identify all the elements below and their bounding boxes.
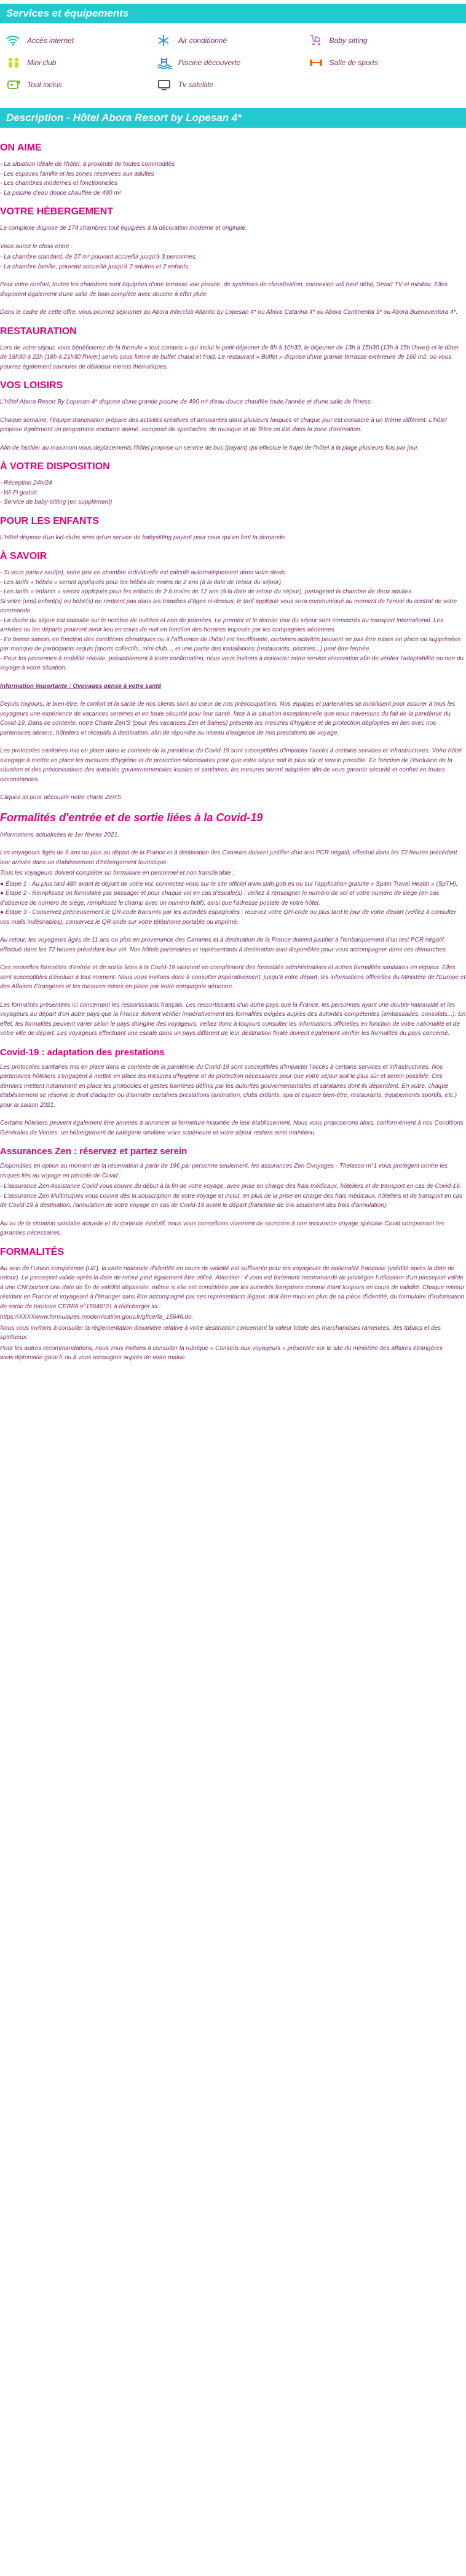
formalites-covid-text-4: Ces nouvelles formalités d'entrée et de sortie liées à la Covid-19 viennent en complément des formalités administratives et autres formalités sanitaires en vigueur. Elles sont susceptibles d'évoluer à tout moment. Nous vous invitons donc à consulter impérativement, jusqu'à votre départ, les informations officielles du Ministère de l'Europe et des Affaires Étrangères et les mesures mises en place par votre compagnie aérienne. [0, 964, 466, 990]
list-item: - Les espaces famille et les zones réservées aux adultes [0, 170, 154, 178]
service-item [309, 34, 460, 47]
service-label: Mini club [27, 58, 57, 67]
enfants-text: L'hôtel dispose d'un kid-clubs ainsi qu'un service de babysitting payant pour ceux qui en font la demande. [0, 534, 287, 541]
wifi-icon [6, 34, 23, 47]
charte-zen-link[interactable]: Cliquez ici pour découvrir notre charte Zen'S [0, 794, 122, 801]
pool-icon [157, 56, 175, 69]
formalites-url[interactable]: https://XXXXwww.formulaires.modernisation.gouv.fr/gf/cerfa_15646.do. [0, 1314, 194, 1321]
service-label: Piscine découverte [178, 58, 241, 67]
formalites-covid-steps [0, 880, 466, 927]
service-item [6, 34, 157, 47]
services-row [6, 29, 460, 52]
hebergement-title: VOTRE HÉBERGEMENT [0, 206, 114, 217]
enfants-title: POUR LES ENFANTS [0, 515, 99, 526]
hebergement-alternatives: Dans le cadre de cette offre, vous pourrez séjourner au Abora Interclub Atlantic by Lopesan 4* ou Abora Catarina 4* ou Abora Continental 3* ou Abora Buenaventura 4*. [0, 309, 458, 316]
list-item: - Pour les personnes à mobilité réduite, préalablement à toute confirmation, nous vous invitons à contacter notre service réservation afin de vérifier l'adaptabilité ou non du voyage à votre situation. [0, 655, 464, 671]
hebergement-comfort: Pour votre confort, toutes les chambres sont équipées d'une terrasse vue piscine, de systèmes de climatisation, connexion wifi haut débit, Smart TV et minibar. Elles disposent également d'une salle de bain complète avec douche à effet pluie. [0, 281, 448, 298]
bottom-spacer [0, 1372, 466, 1381]
list-item: Si votre (vos) enfant(s) ou bébé(s) ne rentrent pas dans les tranches d'âges ci-dessus, le tarif appliqué vous sera communiqué au moment de l'envoi du contrat de votre commande. [0, 598, 457, 614]
savoir-list [0, 568, 466, 673]
disposition-list [0, 478, 466, 507]
service-label: Air conditionné [178, 36, 227, 45]
list-item: - La chambre standard, de 27 m² pouvant accueillir jusqu'à 3 personnes, [0, 254, 197, 260]
service-label: Tout inclus [27, 80, 62, 89]
list-item: ● Étape 2 - Remplissez un formulaire par passager et pour chaque vol en cas d'escale(s) : veillez à renseigner le numéro de vol et votre numéro de siège (en cas d'absence de numéro de siège, remplissez le champ avec un numéro fictif), ainsi que l'adresse postale de votre hôtel. [0, 890, 440, 907]
list-item: - La durée du séjour est calculée sur le nombre de nuitées et non de journées. Le premier et le dernier jour du séjour sont consacrés au transport international. Les arrivées ou les départs pourront avoir lieu en cours de nuit en fonction des horaires imposés par les compagnies aériennes. [0, 617, 443, 633]
hebergement-choices [0, 252, 466, 271]
service-label: Salle de sports [329, 58, 378, 67]
list-item: - Si vous partez seul(e), votre prix en chambre individuelle est calculé automatiquement dans votre devis. [0, 569, 286, 576]
loisirs-text-3: Afin de faciliter au maximum vous déplacements l'hôtel propose un service de bus (payant) qui effectue le trajet de l'hôtel à la plage plusieurs fois par jour. [0, 444, 419, 451]
adaptation-text-2: Certains hôteliers peuvent également être amenés à annoncer la fermeture inopinée de leur établissement. Nous vous proposerons alors, conformément à nos Conditions Générales de Ventes, un hébergement de catégorie similaire voire supérieure et votre séjour restera ainsi maintenu. [0, 1120, 464, 1136]
list-item: - Service de baby-sitting (en supplément) [0, 499, 113, 505]
adaptation-text-1: Les protocoles sanitaires mis en place dans le contexte de la pandémie du Covid-19 sont susceptibles d'impacter l'accès à certains services et infrastructures. Nos partenaires hôteliers s'engagent à mettre en place les mesures d'hygiène et de protection nécessaires pour que votre séjour soit le plus sûr et serein possible. Ces derniers mettent notamment en place les protocoles et gestes barrières définis par les autorités gouvernementales et sanitaires dont ils dépendent. En outre, chaque établissement se réserve le droit d'adapter ou d'annuler certaines prestations (animation, clubs enfants, spa et espace bien-être, restaurants, équipements sportifs, etc.) pour la saison 2021. [0, 1063, 457, 1109]
list-item: - En basse saison, en fonction des conditions climatiques ou à l'affluence de l'hôtel est insuffisante, certaines activités peuvent ne pas être mises en place ou supprimées par manque de participants requis (sports collectifs, mini-club..., et une partie des installations (restaurants, piscines...) peut être fermée. [0, 636, 461, 652]
formalites-covid-date: Informations actualisées le 1er février 2021. [0, 831, 119, 838]
page [0, 4, 466, 1381]
list-item: - La piscine d'eau douce chauffée de 490 m² [0, 189, 122, 197]
services-row [6, 52, 460, 74]
list-item: - L'assurance Zen Multirisques vous couvre dès la souscription de votre voyage et inclut, en plus de la prise en charge des frais médicaux, hôteliers et de transport en cas de Covid-19 à destination, l'annulation de votre voyage en cas de Covid-19 avant le départ (franchise de 5% seulement des frais d'annulation). [0, 1192, 463, 1209]
list-item: - Les chambres modernes et fonctionnelles [0, 180, 118, 187]
restauration-title: RESTAURATION [0, 326, 77, 337]
restauration-text: Lors de votre séjour, vous bénéficierez de la formule « tout compris » qui inclut le petit-déjeuner de 8h à 10h30, le déjeuner de 13h à 15h30 (13h à 15h l'hiver) et le dîner de 18h30 à 22h (18h à 21h30 l'hiver) servis sous forme de buffet chaud et froid. Le restaurant « Buffet » dispose d'une grande terrasse extérieure de 160 m2, où vous pourrez également savourer de délicieux menus thématiques. [0, 344, 459, 370]
services-header: Services et équipements [0, 4, 466, 23]
loisirs-text-2: Chaque semaine, l'équipe d'animation prépare des activités créatives et amusantes dans plusieurs langues et chaque jour est consacré à un thème différent. L'hôtel propose également un programme nocturne animé, composé de spectacles, de musique et de fêtes en été dans la zone d'animation. [0, 416, 447, 433]
on-aime-list [0, 160, 466, 198]
list-item: ● Étape 3 - Conservez précieusement le QR-code transmis par les autorités espagnoles : recevez votre QR-code ou plus tard le jour de votre départ (veillez à consulter vos mails indésirables), conservez le QR-code sur votre téléphone portable ou imprimé. [0, 909, 456, 926]
list-item: - Les tarifs « bébés » seront appliqués pour les bébés de moins de 2 ans (à la date de retour du séjour). [0, 579, 283, 586]
tv-icon [157, 78, 175, 92]
service-item [6, 56, 157, 69]
assurances-text-2: Au vu de la situation sanitaire actuelle et du contexte évolutif, nous vous conseillons vivement de souscrire à une assurance voyage spéciale Covid comprenant les garanties nécessaires. [0, 1220, 444, 1236]
loisirs-text-1: L'hôtel Abora Resort By Lopesan 4* dispose d'une grande piscine de 490 m² d'eau douce chauffée toute l'année et d'une salle de fitness. [0, 399, 373, 405]
dumbbell-icon [309, 56, 326, 69]
formalites-text-3: Pour les autres recommandations, nous vous invitons à consulter la rubrique « Conseils aux voyageurs » présentée sur le site du ministère des affaires étrangères www.diplomatie.gouv.fr ou à vous renseigner auprès de votre mairie. [0, 1345, 443, 1361]
formalites-covid-text-2: Tous les voyageurs doivent compléter un formulaire en personnel et non transférable : [0, 870, 234, 876]
list-item: - Wi-Fi gratuit [0, 489, 37, 496]
service-item [157, 56, 309, 69]
formalites-text-1: Au sein de l'Union européenne (UE), la carte nationale d'identité en cours de validité est suffisante pour les voyageurs de nationalité française (validité après la date de retour). Le passeport valide après la date de retour peut également être utilisé. Attention : il vous est fortement recommandé de privilégier l'utilisation d'un passeport valide à une CNI portant une date de fin de validité dépassée, même si elle est considérée par les autorités françaises comme étant toujours en cours de validité. Chaque mineur résidant en France et voyageant à l'étranger sans être accompagné par ses représentants légaux, doit être muni en plus de sa pièce d'identité, du formulaire d'autorisation de sortie de territoire CERFA n°15646*01 à télécharger ici : [0, 1265, 465, 1310]
snowflake-icon [157, 34, 175, 47]
service-label: Baby sitting [329, 36, 368, 45]
disposition-title: À VOTRE DISPOSITION [0, 461, 110, 472]
service-item [157, 34, 309, 47]
important-info-title: Information importante : Ovoyages pense à votre santé [0, 682, 162, 690]
description-header: Description - Hôtel Abora Resort by Lopesan 4* [0, 108, 466, 128]
assurances-text-1: Disponibles en option au moment de la réservation à partir de 19€ par personne seulement, les assurances Zen Ovoyages - Thelasso m°1 vous protègent contre les risques liés au voyage en période de Covid : [0, 1163, 448, 1179]
health-text-2: Les protocoles sanitaires mis en place dans le contexte de la pandémie du Covid-19 sont susceptibles d'impacter l'accès à certains services et infrastructures. Votre hôtel s'engage à mettre en place les mesures d'hygiène et de protection nécessaires pour que votre séjour soit le plus sûr et serein possible. En fonction de l'évolution de la situation et des préconisations des autorités gouvernementales locales et sanitaires, les mesures seront adaptées afin de vous garantir sécurité et confort en toutes circonstances. [0, 747, 462, 783]
service-item [309, 56, 460, 69]
assurances-list [0, 1182, 466, 1211]
kids-icon [6, 56, 23, 69]
assurances-title: Assurances Zen : réservez et partez serein [0, 1146, 188, 1157]
formalites-text-2: Nous vous invitons à consulter la réglementation douanière relative à votre destination concernant la valeur totale des marchandises ramenées, des tabacs et des spiritueux. [0, 1324, 441, 1341]
formalites-covid-text-3: Au retour, les voyageurs âgés de 11 ans ou plus en provenance des Canaries et à destination de la France doivent justifier à l'embarquement d'un test PCR négatif, effectué dans les 72 heures précédant leur vol. Nos hôtels partenaires et représentants à destination sont disponibles pour vous accompagner dans ces démarches. [0, 937, 448, 953]
service-label: Tv satellite [178, 80, 214, 89]
service-label: Accès internet [27, 36, 74, 45]
stroller-icon [309, 34, 326, 47]
loisirs-title: VOS LOISIRS [0, 380, 63, 391]
hebergement-intro: Le complexe dispose de 174 chambres tout équipées à la décoration moderne et originale. [0, 225, 247, 232]
services-grid [0, 23, 466, 108]
all-inclusive-icon [6, 78, 23, 92]
formalites-title: FORMALITÉS [0, 1246, 64, 1257]
formalites-covid-title: Formalités d'entrée et de sortie liées à la Covid-19 [0, 811, 263, 824]
formalites-covid-text-5: Les formalités présentées ici concernent les ressortissants français. Les ressortissants d'un autre pays que la France, les personnes ayant une double nationalité et les voyageurs au départ d'un autre pays que la France doivent vérifier impérativement les formalités exigées auprès des autorités compétentes (ambassades, consulats...). En effet, les formalités peuvent varier selon le pays d'origine des voyageurs, veillez donc à toujours consulter les informations officielles en fonction de votre nationalité et de votre ville de départ. Les voyageurs effectuant une escale dans un pays différent de leur destination finale doivent également vérifier les formalités du pays concerné. [0, 1001, 466, 1037]
health-text-1: Depuis toujours, le bien-être, le confort et la santé de nos clients sont au cœur de nos préoccupations. Nos équipes et partenaires se mobilisent pour assurer à tous les voyageurs une expérience de vacances sereines et en toute sécurité pour leur santé, face à la situation exceptionnelle que nous traversons du fait de la pandémie du Covid-19. Dans ce contexte, notre Charte Zen'S (pour des vacances Zen et Saines) présente les mesures d'hygiène et de protection déployées en lien avec nos partenaires aériens, hôteliers et réceptifs à destination, afin de répondre au niveau d'exigence de nos prestations de voyage. [0, 701, 456, 736]
list-item: ● Étape 1 - Au plus tard 48h avant le départ de votre vol, connectez-vous sur le site officiel www.spth.gob.es ou sur l'application gratuite « Spain Travel Health » (SpTH). [0, 880, 458, 888]
service-item [157, 78, 309, 92]
list-item: - La chambre famille, pouvant accueillir jusqu'à 2 adultes et 2 enfants. [0, 263, 190, 270]
on-aime-title: ON AIME [0, 142, 42, 153]
list-item: - Réception 24h/24 [0, 480, 52, 486]
formalites-covid-text-1: Les voyageurs âgés de 6 ans ou plus au départ de la France et à destination des Canaries doivent justifier d'un test PCR négatif, effectué dans les 72 heures précédant leur arrivée dans un établissement d'hébergement touristique. [0, 849, 457, 866]
services-row [6, 74, 460, 96]
description-content [0, 128, 466, 1381]
service-item [6, 78, 157, 92]
adaptation-title: Covid-19 : adaptation des prestations [0, 1047, 165, 1058]
list-item: - La situation idéale de l'hôtel, à proximité de toutes commodités [0, 161, 175, 168]
hebergement-choice-intro: Vous aurez le choix entre : [0, 243, 73, 250]
list-item: - L'assurance Zen Assistance Covid vous couvre du début à la fin de votre voyage, avec prise en charge des frais médicaux, hôteliers et de transport en cas de Covid-19. [0, 1183, 462, 1190]
list-item: - Les tarifs « enfants » seront appliqués pour les enfants de 2 à moins de 12 ans (à la date de retour du séjour), partageant la chambre de deux adultes. [0, 588, 414, 595]
savoir-title: À SAVOIR [0, 551, 47, 561]
